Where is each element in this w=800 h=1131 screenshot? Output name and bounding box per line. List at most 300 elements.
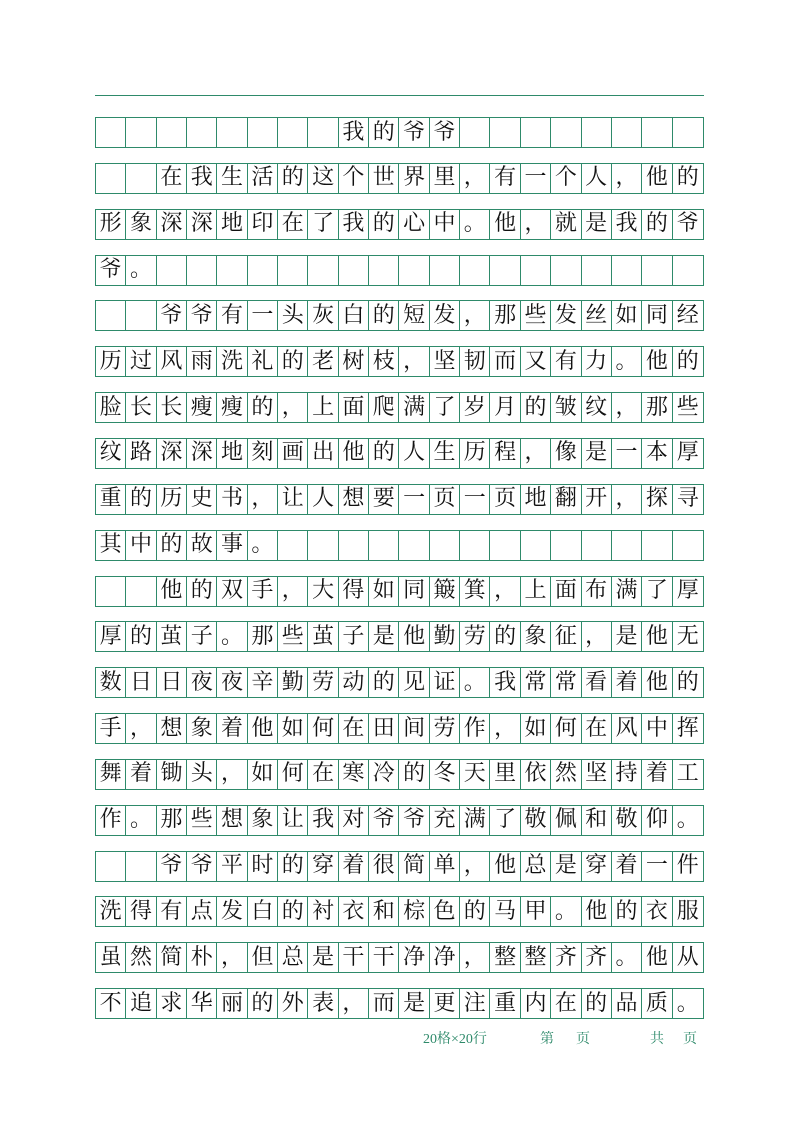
grid-cell: 重 — [490, 989, 520, 1018]
grid-cell: 一 — [460, 485, 490, 514]
grid-cell: 色 — [430, 897, 460, 926]
grid-cell: 界 — [399, 164, 429, 193]
grid-cell: 的 — [582, 989, 612, 1018]
grid-cell: 经 — [676, 302, 699, 328]
grid-cell: 了 — [308, 210, 338, 239]
grid-cell: 同 — [642, 301, 672, 330]
grid-cell: 出 — [308, 439, 338, 468]
grid-cell: 求 — [157, 989, 187, 1018]
grid-cell: 那 — [248, 622, 278, 651]
grid-cell: 开 — [582, 485, 612, 514]
grid-cell: 些 — [676, 394, 699, 420]
grid-cell: 总 — [521, 852, 551, 881]
grid-cell: 的 — [642, 210, 672, 239]
grid-cell — [278, 118, 308, 147]
grid-cell: 追 — [126, 989, 156, 1018]
page-label-suffix: 页 — [576, 1032, 590, 1047]
grid-cell: 的 — [278, 897, 308, 926]
grid-cell: 史 — [187, 485, 217, 514]
grid-cell: 爷 — [157, 852, 187, 881]
grid-cell: 发 — [551, 301, 581, 330]
grid-cell: 事 — [217, 531, 247, 560]
grid-cell: 他 — [248, 714, 278, 743]
grid-cell — [187, 118, 217, 147]
grid-cell: 力 — [582, 347, 612, 376]
grid-cell: 何 — [308, 714, 338, 743]
grid-cell: 一 — [612, 439, 642, 468]
grid-cell: 那 — [490, 301, 520, 330]
grid-cell: 满 — [612, 577, 642, 606]
grid-cell: 充 — [430, 806, 460, 835]
grid-cell: 一 — [399, 485, 429, 514]
grid-cell — [551, 256, 581, 285]
grid-cell: 工 — [676, 761, 699, 787]
grid-row — [95, 392, 704, 423]
grid-cell: 皱 — [551, 393, 581, 422]
grid-cell: 历 — [96, 347, 126, 376]
grid-cell: 本 — [642, 439, 672, 468]
grid-cell: 劳 — [460, 622, 490, 651]
grid-cell — [217, 118, 247, 147]
total-label-suffix: 页 — [683, 1032, 697, 1047]
grid-cell: 。 — [217, 622, 247, 651]
grid-cell: 想 — [339, 485, 369, 514]
grid-cell: 无 — [676, 623, 699, 649]
grid-row — [95, 255, 704, 286]
grid-cell: 满 — [399, 393, 429, 422]
grid-cell: 人 — [582, 164, 612, 193]
grid-cell — [187, 256, 217, 285]
grid-cell: 朴 — [187, 943, 217, 972]
grid-cell: 在 — [278, 210, 308, 239]
grid-cell: 象 — [126, 210, 156, 239]
grid-cell: 枝 — [369, 347, 399, 376]
grid-row — [95, 851, 704, 882]
grid-cell: 瘦 — [217, 393, 247, 422]
grid-cell: 他 — [582, 897, 612, 926]
grid-cell: 的 — [187, 577, 217, 606]
grid-cell: 发 — [430, 301, 460, 330]
grid-cell: 齐 — [551, 943, 581, 972]
grid-cell: 我 — [187, 164, 217, 193]
grid-cell — [308, 118, 338, 147]
grid-cell: 发 — [217, 897, 247, 926]
grid-cell — [126, 164, 156, 193]
grid-cell: ， — [399, 347, 429, 376]
grid-cell: 翻 — [551, 485, 581, 514]
grid-cell — [126, 577, 156, 606]
grid-cell: 劳 — [308, 668, 338, 697]
grid-cell: 对 — [339, 806, 369, 835]
grid-cell: 大 — [308, 577, 338, 606]
grid-cell: 是 — [582, 210, 612, 239]
grid-cell: 虽 — [96, 943, 126, 972]
grid-cell: 他 — [339, 439, 369, 468]
grid-cell: 洗 — [96, 897, 126, 926]
grid-cell: 深 — [157, 210, 187, 239]
grid-cell: 勤 — [430, 622, 460, 651]
grid-cell: 看 — [582, 668, 612, 697]
total-label-prefix: 共 — [650, 1032, 664, 1047]
grid-cell: 一 — [248, 301, 278, 330]
grid-cell: 衣 — [339, 897, 369, 926]
grid-row — [95, 530, 704, 561]
grid-cell: 是 — [308, 943, 338, 972]
grid-cell: 爷 — [399, 118, 429, 147]
grid-cell: 穿 — [308, 852, 338, 881]
grid-cell: 有 — [217, 301, 247, 330]
grid-cell — [612, 256, 642, 285]
grid-cell: 瘦 — [187, 393, 217, 422]
grid-cell: 上 — [521, 577, 551, 606]
grid-cell: 历 — [460, 439, 490, 468]
grid-cell: 了 — [430, 393, 460, 422]
grid-cell: 满 — [460, 806, 490, 835]
grid-cell: 常 — [521, 668, 551, 697]
grid-cell: 礼 — [248, 347, 278, 376]
grid-cell: 数 — [96, 668, 126, 697]
grid-row — [95, 300, 704, 331]
grid-cell: 。 — [126, 806, 156, 835]
grid-cell: 子 — [187, 622, 217, 651]
grid-cell: 舞 — [96, 760, 126, 789]
grid-cell: 如 — [612, 301, 642, 330]
grid-cell: 。 — [126, 256, 156, 285]
grid-cell: 要 — [369, 485, 399, 514]
grid-cell: 净 — [399, 943, 429, 972]
grid-cell: 然 — [126, 943, 156, 972]
grid-cell: 地 — [217, 439, 247, 468]
grid-cell: 厚 — [96, 622, 126, 651]
grid-cell: 作 — [96, 806, 126, 835]
grid-cell: 持 — [612, 760, 642, 789]
grid-cell — [582, 256, 612, 285]
grid-cell: 其 — [96, 531, 126, 560]
grid-cell: 同 — [399, 577, 429, 606]
grid-cell — [399, 531, 429, 560]
grid-cell — [308, 256, 338, 285]
grid-cell: 丝 — [582, 301, 612, 330]
grid-cell: 常 — [551, 668, 581, 697]
grid-cell: 双 — [217, 577, 247, 606]
grid-cell: 探 — [642, 485, 672, 514]
grid-cell — [157, 256, 187, 285]
grid-cell: 的 — [369, 301, 399, 330]
grid-cell: ， — [521, 210, 551, 239]
grid-cell: 有 — [551, 347, 581, 376]
grid-cell: 注 — [460, 989, 490, 1018]
grid-cell: 那 — [642, 393, 672, 422]
grid-cell: 中 — [430, 210, 460, 239]
grid-cell: 的 — [399, 760, 429, 789]
grid-cell: 质 — [642, 989, 672, 1018]
grid-cell: 日 — [157, 668, 187, 697]
grid-cell: 如 — [248, 760, 278, 789]
grid-cell: 那 — [157, 806, 187, 835]
grid-cell: 。 — [676, 990, 699, 1016]
grid-cell: ， — [460, 943, 490, 972]
grid-cell: 的 — [369, 210, 399, 239]
grid-cell: 茧 — [308, 622, 338, 651]
grid-cell: 的 — [278, 347, 308, 376]
grid-cell: 中 — [642, 714, 672, 743]
grid-cell: 爷 — [430, 118, 460, 147]
grid-cell: 他 — [399, 622, 429, 651]
grid-cell: 更 — [430, 989, 460, 1018]
grid-cell: ， — [248, 485, 278, 514]
grid-cell: 的 — [278, 852, 308, 881]
grid-cell: 爷 — [96, 256, 126, 285]
grid-cell: 白 — [339, 301, 369, 330]
grid-cell: 间 — [399, 714, 429, 743]
grid-cell: 挥 — [676, 715, 699, 741]
grid-cell: 。 — [460, 210, 490, 239]
grid-cell: 和 — [582, 806, 612, 835]
grid-cell: 仰 — [642, 806, 672, 835]
grid-row — [95, 209, 704, 240]
grid-cell: 老 — [308, 347, 338, 376]
grid-cell: 故 — [187, 531, 217, 560]
grid-cell — [399, 256, 429, 285]
grid-cell — [248, 118, 278, 147]
grid-cell: 象 — [248, 806, 278, 835]
grid-cell: 马 — [490, 897, 520, 926]
grid-cell: 何 — [551, 714, 581, 743]
grid-cell: 的 — [369, 668, 399, 697]
grid-cell: 动 — [339, 668, 369, 697]
grid-cell — [217, 256, 247, 285]
grid-row — [95, 759, 704, 790]
grid-cell: 树 — [339, 347, 369, 376]
grid-cell: 让 — [278, 485, 308, 514]
grid-cell: 衬 — [308, 897, 338, 926]
grid-cell: 程 — [490, 439, 520, 468]
grid-cell: 件 — [676, 853, 699, 879]
grid-cell: 深 — [187, 439, 217, 468]
grid-cell — [339, 256, 369, 285]
grid-spec-label: 20格×20行 — [423, 1032, 487, 1047]
grid-cell — [339, 531, 369, 560]
grid-cell: ， — [460, 164, 490, 193]
grid-cell: 的 — [126, 622, 156, 651]
grid-cell — [460, 531, 490, 560]
grid-cell: 的 — [369, 118, 399, 147]
grid-cell: 和 — [369, 897, 399, 926]
grid-cell: 坚 — [430, 347, 460, 376]
grid-cell: 的 — [460, 897, 490, 926]
grid-cell: 从 — [676, 944, 699, 970]
grid-cell: 厚 — [676, 440, 699, 466]
grid-cell: 世 — [369, 164, 399, 193]
grid-cell: 头 — [278, 301, 308, 330]
grid-cell: 个 — [551, 164, 581, 193]
grid-cell: 总 — [278, 943, 308, 972]
grid-cell: 是 — [369, 622, 399, 651]
grid-cell: 手 — [96, 714, 126, 743]
grid-row — [95, 713, 704, 744]
grid-cell: 他 — [642, 347, 672, 376]
grid-cell: 寒 — [339, 760, 369, 789]
grid-cell: 页 — [490, 485, 520, 514]
grid-cell: 地 — [521, 485, 551, 514]
grid-row — [95, 942, 704, 973]
grid-cell: 纹 — [96, 439, 126, 468]
grid-cell: 着 — [339, 852, 369, 881]
grid-cell: ， — [612, 393, 642, 422]
grid-cell: 整 — [490, 943, 520, 972]
grid-cell: 雨 — [187, 347, 217, 376]
grid-cell: 在 — [339, 714, 369, 743]
grid-cell: 的 — [248, 393, 278, 422]
grid-cell: 品 — [612, 989, 642, 1018]
grid-cell: 深 — [157, 439, 187, 468]
grid-cell: 齐 — [582, 943, 612, 972]
grid-cell — [521, 531, 551, 560]
grid-cell: ， — [217, 760, 247, 789]
grid-cell: 爷 — [157, 301, 187, 330]
grid-cell: 印 — [248, 210, 278, 239]
grid-cell: 。 — [460, 668, 490, 697]
grid-cell: 整 — [521, 943, 551, 972]
grid-cell: 如 — [521, 714, 551, 743]
grid-cell — [490, 531, 520, 560]
grid-cell — [551, 531, 581, 560]
grid-cell: 形 — [96, 210, 126, 239]
grid-cell — [278, 256, 308, 285]
grid-cell: 生 — [217, 164, 247, 193]
grid-cell: 单 — [430, 852, 460, 881]
grid-cell: 如 — [369, 577, 399, 606]
grid-cell: 的 — [676, 348, 699, 374]
grid-cell — [612, 118, 642, 147]
grid-cell: 想 — [157, 714, 187, 743]
grid-row — [95, 346, 704, 377]
grid-cell: 我 — [339, 210, 369, 239]
grid-cell: 是 — [551, 852, 581, 881]
grid-cell: 就 — [551, 210, 581, 239]
grid-cell: 茧 — [157, 622, 187, 651]
grid-cell: 我 — [308, 806, 338, 835]
grid-cell: 然 — [551, 760, 581, 789]
grid-cell: 又 — [521, 347, 551, 376]
grid-cell: 他 — [490, 210, 520, 239]
grid-cell — [96, 852, 126, 881]
grid-cell: 在 — [551, 989, 581, 1018]
grid-cell: 风 — [157, 347, 187, 376]
grid-cell: 里 — [430, 164, 460, 193]
grid-cell: 我 — [490, 668, 520, 697]
grid-cell: 的 — [278, 164, 308, 193]
grid-cell: 证 — [430, 668, 460, 697]
grid-cell: 。 — [612, 943, 642, 972]
grid-cell — [157, 118, 187, 147]
grid-row — [95, 576, 704, 607]
grid-cell: 的 — [490, 622, 520, 651]
grid-row — [95, 438, 704, 469]
grid-cell: 让 — [278, 806, 308, 835]
grid-cell: ， — [278, 393, 308, 422]
grid-cell — [612, 531, 642, 560]
grid-cell: 纹 — [582, 393, 612, 422]
grid-cell: 丽 — [217, 989, 247, 1018]
grid-cell — [521, 118, 551, 147]
grid-cell: 爷 — [187, 852, 217, 881]
grid-cell — [278, 531, 308, 560]
grid-cell: 他 — [490, 852, 520, 881]
grid-cell: 不 — [96, 989, 126, 1018]
grid-cell: 长 — [126, 393, 156, 422]
grid-cell: 敬 — [521, 806, 551, 835]
grid-cell: 韧 — [460, 347, 490, 376]
grid-row — [95, 484, 704, 515]
grid-cell: 些 — [521, 301, 551, 330]
grid-cell: 穿 — [582, 852, 612, 881]
grid-cell — [369, 256, 399, 285]
grid-cell: 很 — [369, 852, 399, 881]
grid-cell: 平 — [217, 852, 247, 881]
grid-cell: 爷 — [399, 806, 429, 835]
grid-cell — [96, 118, 126, 147]
grid-cell: 头 — [187, 760, 217, 789]
grid-cell: 的 — [369, 439, 399, 468]
grid-cell: 里 — [490, 760, 520, 789]
grid-cell — [460, 256, 490, 285]
grid-cell — [430, 531, 460, 560]
grid-row — [95, 988, 704, 1019]
grid-cell: 想 — [217, 806, 247, 835]
grid-cell: 表 — [308, 989, 338, 1018]
grid-cell: 我 — [612, 210, 642, 239]
grid-cell: 何 — [278, 760, 308, 789]
grid-cell: 如 — [278, 714, 308, 743]
grid-cell: ， — [490, 714, 520, 743]
grid-cell: ， — [521, 439, 551, 468]
grid-cell: 了 — [490, 806, 520, 835]
grid-row — [95, 163, 704, 194]
grid-cell: 衣 — [642, 897, 672, 926]
grid-cell: 活 — [248, 164, 278, 193]
grid-cell: 冷 — [369, 760, 399, 789]
grid-cell: 爬 — [369, 393, 399, 422]
grid-cell: 象 — [521, 622, 551, 651]
grid-cell: 他 — [642, 622, 672, 651]
grid-cell — [673, 531, 703, 560]
grid-cell: 夜 — [187, 668, 217, 697]
grid-cell: 长 — [157, 393, 187, 422]
grid-cell — [460, 118, 490, 147]
grid-cell: 人 — [308, 485, 338, 514]
grid-cell — [490, 118, 520, 147]
grid-cell: 他 — [642, 668, 672, 697]
grid-cell: 像 — [551, 439, 581, 468]
grid-cell: 干 — [339, 943, 369, 972]
grid-cell: ， — [278, 577, 308, 606]
grid-cell: 但 — [248, 943, 278, 972]
grid-cell: 些 — [278, 622, 308, 651]
grid-cell: 着 — [612, 852, 642, 881]
grid-cell: 田 — [369, 714, 399, 743]
grid-cell: 地 — [217, 210, 247, 239]
grid-cell: 劳 — [430, 714, 460, 743]
grid-cell: 的 — [126, 485, 156, 514]
grid-cell: ， — [582, 622, 612, 651]
grid-cell: 。 — [612, 347, 642, 376]
grid-cell: 内 — [521, 989, 551, 1018]
grid-cell — [642, 531, 672, 560]
grid-cell: 在 — [157, 164, 187, 193]
grid-row — [95, 621, 704, 652]
grid-cell: 画 — [278, 439, 308, 468]
